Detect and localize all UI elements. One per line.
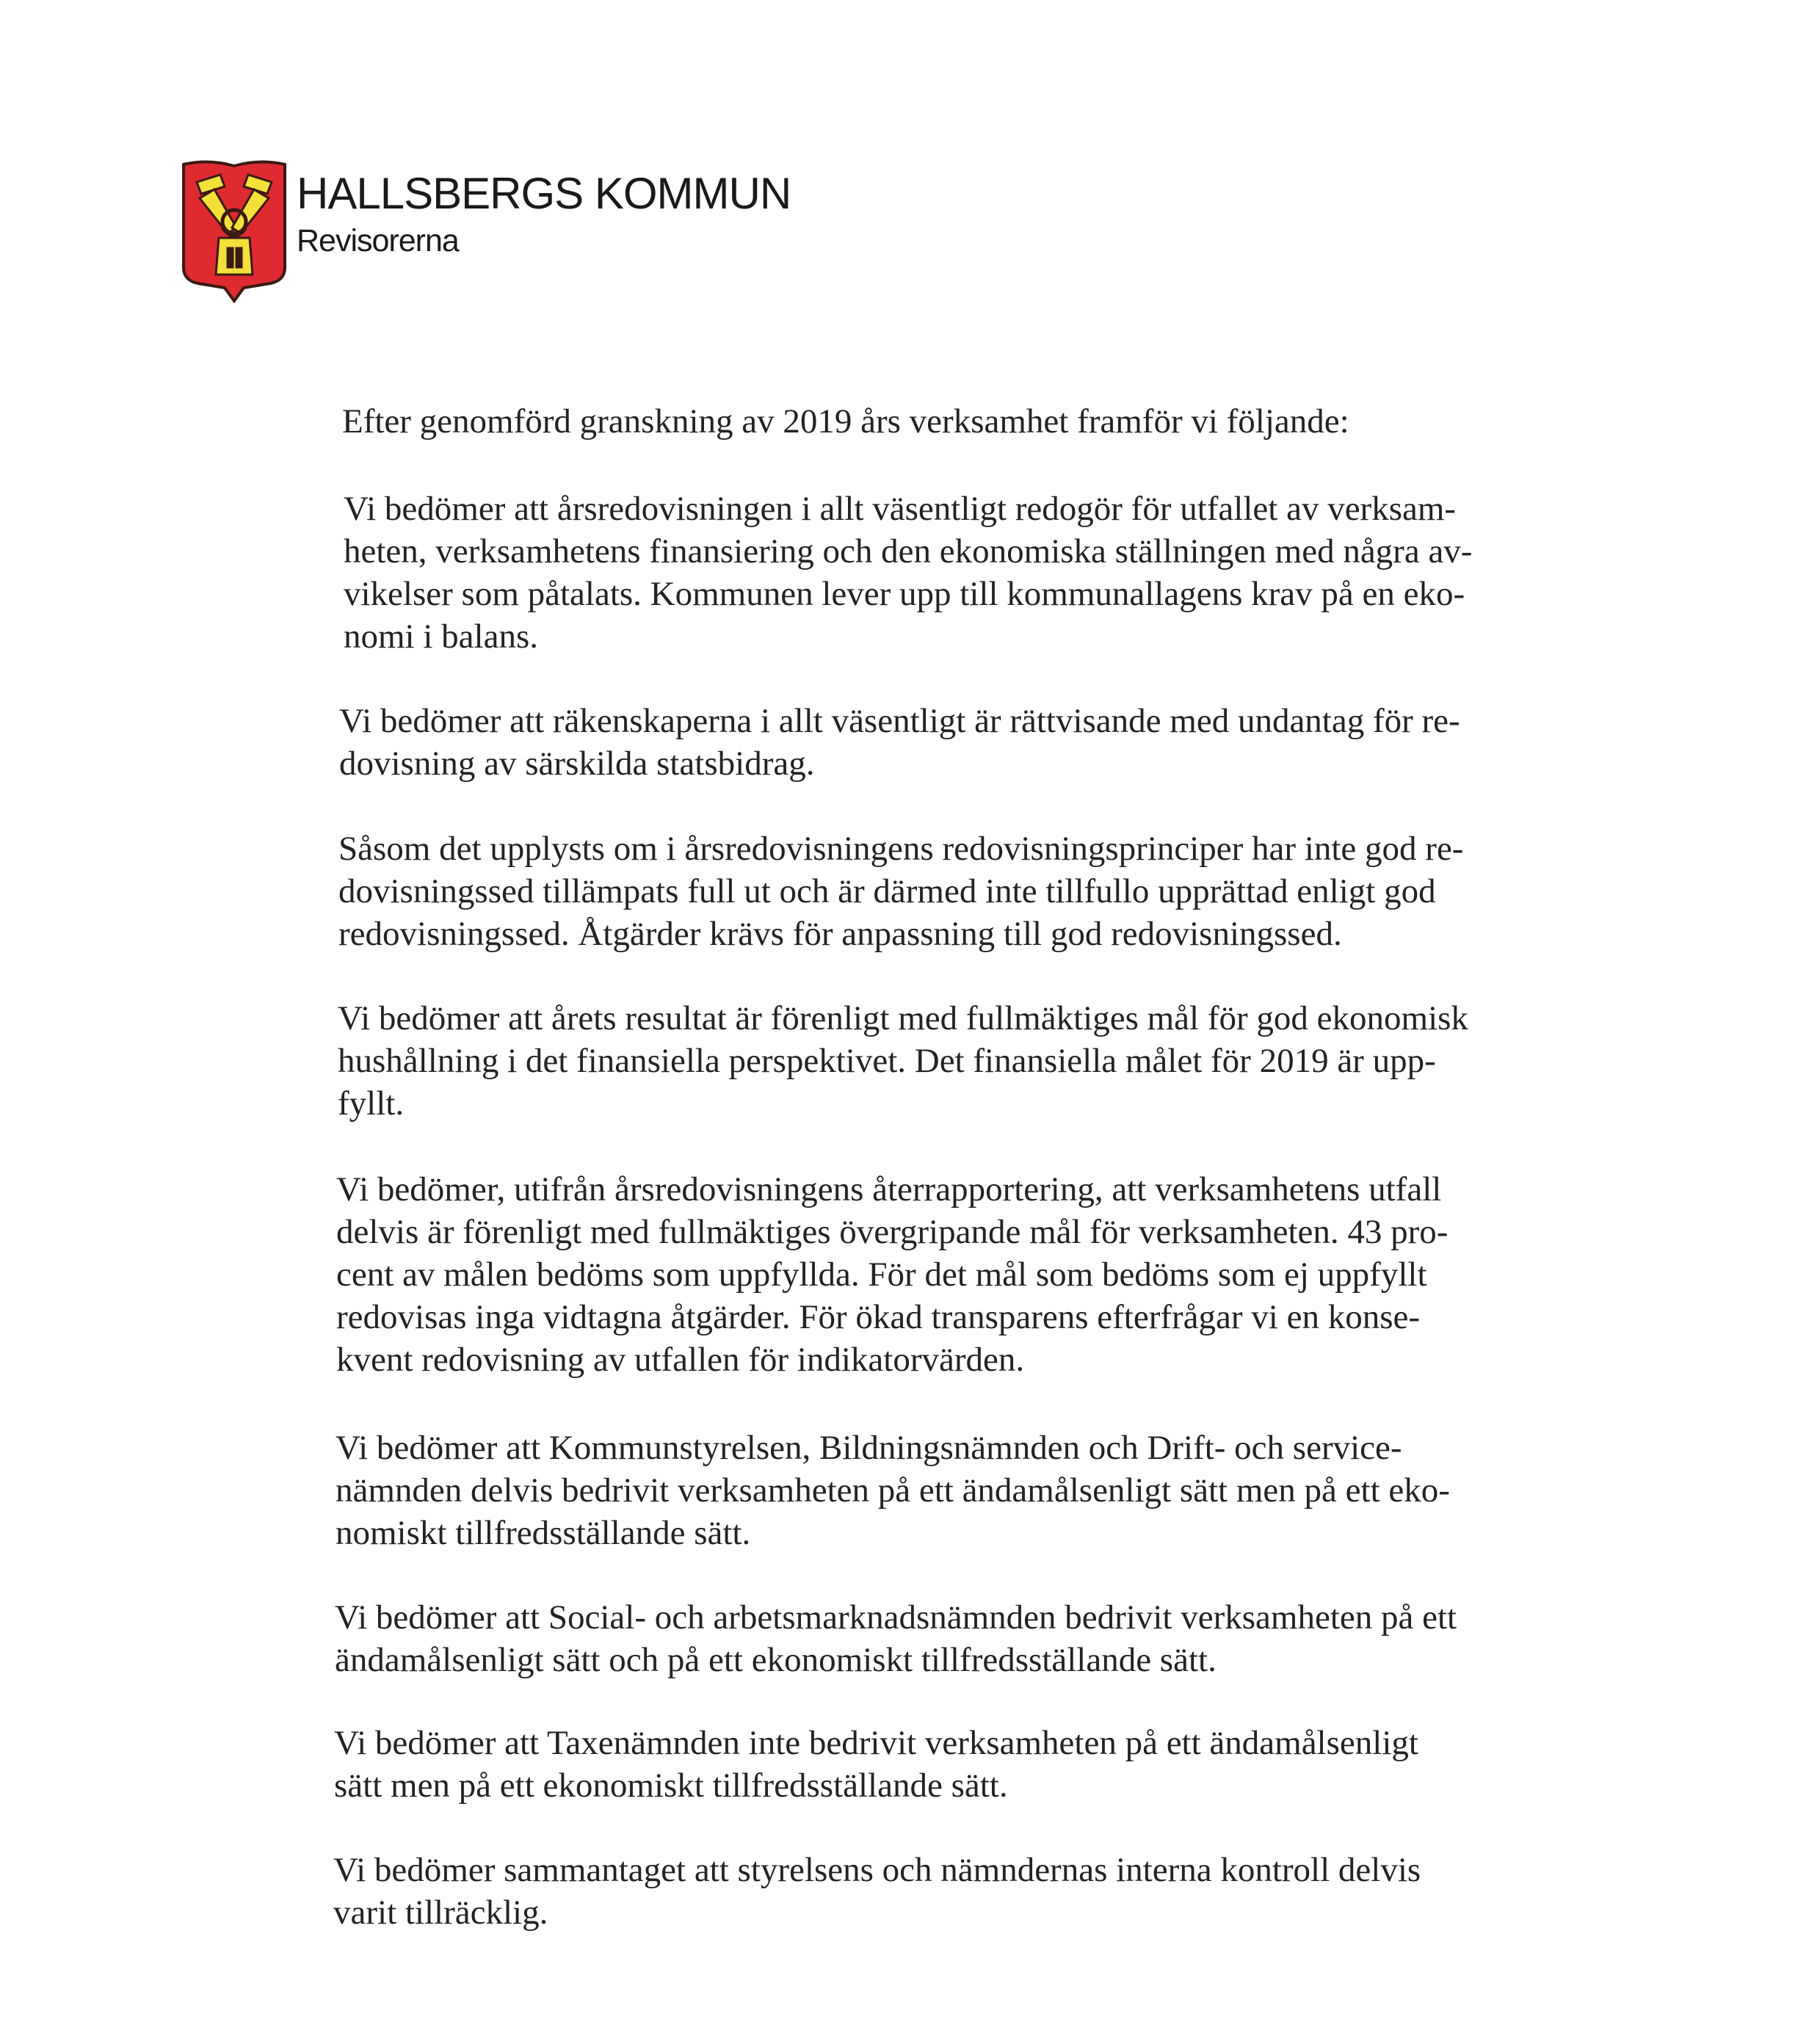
letterhead [179, 157, 840, 304]
paragraph-line: nämnden delvis bedrivit verksamheten på ett ändamålsenligt sätt men på ett eko- [336, 1471, 1450, 1510]
paragraph [336, 1427, 1547, 1554]
paragraph-line: hushållning i det finansiella perspektivet. Det finansiella målet för 2019 är upp- [338, 1042, 1436, 1080]
paragraph-line: delvis är förenligt med fullmäktiges övergripande mål för verksamheten. 43 pro- [336, 1213, 1449, 1251]
paragraph-line: Vi bedömer sammantaget att styrelsens och nämndernas interna kontroll delvis [333, 1851, 1421, 1889]
paragraph-line: varit tillräcklig. [333, 1893, 548, 1932]
paragraph-line: redovisas inga vidtagna åtgärder. För ökad transparens efterfrågar vi en konse- [336, 1298, 1421, 1336]
paragraph [338, 997, 1549, 1125]
department-name: Revisorerna [297, 223, 459, 258]
paragraph [333, 1849, 1545, 1934]
paragraph [334, 1722, 1545, 1807]
paragraph-line: nomi i balans. [344, 617, 538, 656]
paragraph-line: Vi bedömer att räkenskaperna i allt väsentligt är rättvisande med undantag för re- [339, 702, 1460, 740]
paragraph-line: vikelser som påtalats. Kommunen lever upp till kommunallagens krav på en eko- [344, 575, 1465, 613]
paragraph [342, 400, 1553, 443]
paragraph-line: nomiskt tillfredsställande sätt. [336, 1514, 751, 1552]
paragraph-line: sätt men på ett ekonomiskt tillfredsställande sätt. [334, 1766, 1008, 1805]
organization-name: HALLSBERGS KOMMUN [297, 169, 791, 218]
paragraph [339, 700, 1551, 785]
paragraph-line: Såsom det upplysts om i årsredovisningens redovisningsprinciper har inte god re- [338, 830, 1464, 868]
paragraph-line: dovisningssed tillämpats full ut och är därmed inte tillfullo upprättad enligt god [338, 872, 1436, 910]
paragraph-line: kvent redovisning av utfallen för indikatorvärden. [336, 1341, 1025, 1379]
paragraph-line: Vi bedömer att Taxenämnden inte bedrivit verksamheten på ett ändamålsenligt [334, 1724, 1418, 1762]
paragraph-line: Vi bedömer att Kommunstyrelsen, Bildningsnämnden och Drift- och service- [336, 1429, 1402, 1467]
paragraph [338, 827, 1550, 955]
coat-of-arms-icon [179, 157, 289, 304]
paragraph-line: Vi bedömer, utifrån årsredovisningens återrapportering, att verksamhetens utfall [336, 1170, 1442, 1208]
paragraph-line: Vi bedömer att Social- och arbetsmarknadsnämnden bedrivit verksamheten på ett [335, 1598, 1457, 1637]
paragraph [335, 1596, 1546, 1681]
paragraph-line: heten, verksamhetens finansiering och den ekonomiska ställningen med några av- [344, 532, 1473, 570]
paragraph-line: Efter genomförd granskning av 2019 års verksamhet framför vi följande: [342, 402, 1349, 441]
paragraph [336, 1168, 1548, 1381]
paragraph-line: Vi bedömer att årsredovisningen i allt väsentligt redogör för utfallet av verksam- [344, 490, 1457, 528]
paragraph-line: dovisning av särskilda statsbidrag. [339, 744, 815, 783]
paragraph-line: fyllt. [338, 1084, 405, 1123]
paragraph-line: Vi bedömer att årets resultat är förenligt med fullmäktiges mål för god ekonomisk [338, 999, 1468, 1037]
paragraph [344, 488, 1555, 658]
paragraph-line: redovisningssed. Åtgärder krävs för anpassning till god redovisningssed. [338, 915, 1342, 953]
paragraph-line: cent av målen bedöms som uppfyllda. För det mål som bedöms som ej uppfyllt [336, 1255, 1427, 1294]
paragraph-line: ändamålsenligt sätt och på ett ekonomiskt tillfredsställande sätt. [335, 1641, 1217, 1679]
